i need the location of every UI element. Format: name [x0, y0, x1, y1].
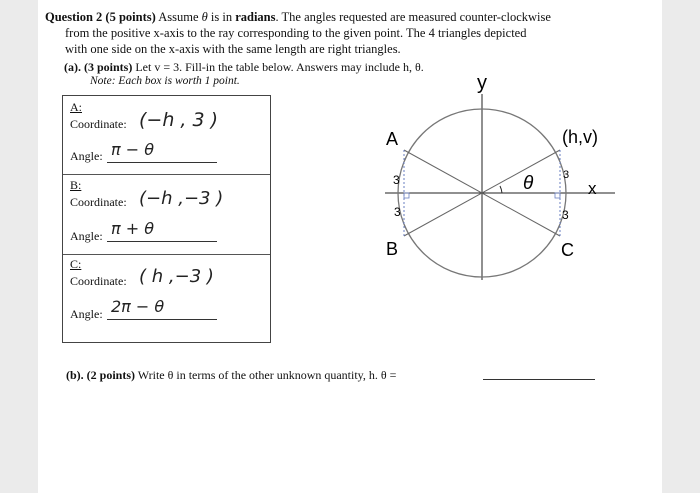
coord-c-y: −3: [174, 266, 202, 287]
leg-c-length: 3: [562, 208, 569, 222]
point-b-label: B: [386, 239, 399, 259]
angle-label-a: Angle:: [70, 149, 103, 163]
theta-arc: [500, 186, 502, 193]
angle-answer-b[interactable]: π + θ: [111, 219, 154, 238]
part-b-prompt: [66, 368, 396, 383]
part-a-label: (a). (3 points): [64, 60, 133, 74]
angle-label-b: Angle:: [70, 229, 103, 243]
point-a-label: A: [386, 129, 399, 149]
radians-word: radians: [235, 10, 276, 24]
angle-answer-a[interactable]: π − θ: [111, 140, 154, 159]
coord-a-x: (−h ,: [139, 109, 187, 131]
part-b-text: Write θ in terms of the other unknown quantity, h. θ =: [135, 368, 397, 382]
part-b-label: (b). (2 points): [66, 368, 136, 382]
section-c-label: C:: [70, 257, 82, 271]
angle-label-c: Angle:: [70, 307, 103, 321]
coord-c-x: ( h ,: [139, 266, 175, 287]
leg-a-length: 3: [393, 173, 400, 187]
right-angle-mark-right: [555, 193, 560, 198]
part-b-answer-line[interactable]: [483, 379, 595, 380]
part-a-text: Let v = 3. Fill-in the table below. Answers may include h, θ.: [132, 60, 424, 74]
question-number: Question 2 (5 points): [45, 10, 156, 24]
theta-symbol: θ: [201, 10, 208, 24]
question-line-2: from the positive x-axis to the ray corresponding to the given point. The 4 triangles depicted: [65, 26, 527, 40]
part-a-note: Note: Each box is worth 1 point.: [90, 75, 240, 87]
coord-b-x: (−h ,: [139, 188, 184, 209]
section-a-label: A:: [70, 100, 82, 114]
question-text-part: Assume: [155, 10, 202, 24]
right-angle-mark-left: [404, 193, 409, 198]
point-hv-label: (h,v): [562, 127, 598, 147]
coord-b-y: −3: [183, 188, 211, 209]
y-axis-label: y: [477, 72, 487, 94]
coordinate-label-c: Coordinate:: [70, 274, 127, 288]
question-text-part: is in: [207, 10, 236, 24]
coord-a-y: 3: [192, 109, 205, 131]
angle-answer-c[interactable]: 2π − θ: [111, 297, 165, 316]
leg-b-length: 3: [394, 205, 401, 219]
x-axis-label: x: [588, 179, 597, 198]
coord-b-close: ): [216, 188, 224, 209]
question-text-part: . The angles requested are measured counter-clockwise: [275, 10, 551, 24]
point-c-label: C: [561, 240, 574, 260]
question-line-3: with one side on the x-axis with the same length are right triangles.: [65, 42, 401, 56]
section-b-label: B:: [70, 178, 82, 192]
coord-c-close: ): [206, 266, 214, 287]
coordinate-label-a: Coordinate:: [70, 117, 127, 131]
coordinate-label-b: Coordinate:: [70, 195, 127, 209]
leg-hv-length: 3: [563, 169, 570, 181]
coord-a-close: ): [210, 109, 219, 131]
theta-label: θ: [523, 173, 534, 194]
